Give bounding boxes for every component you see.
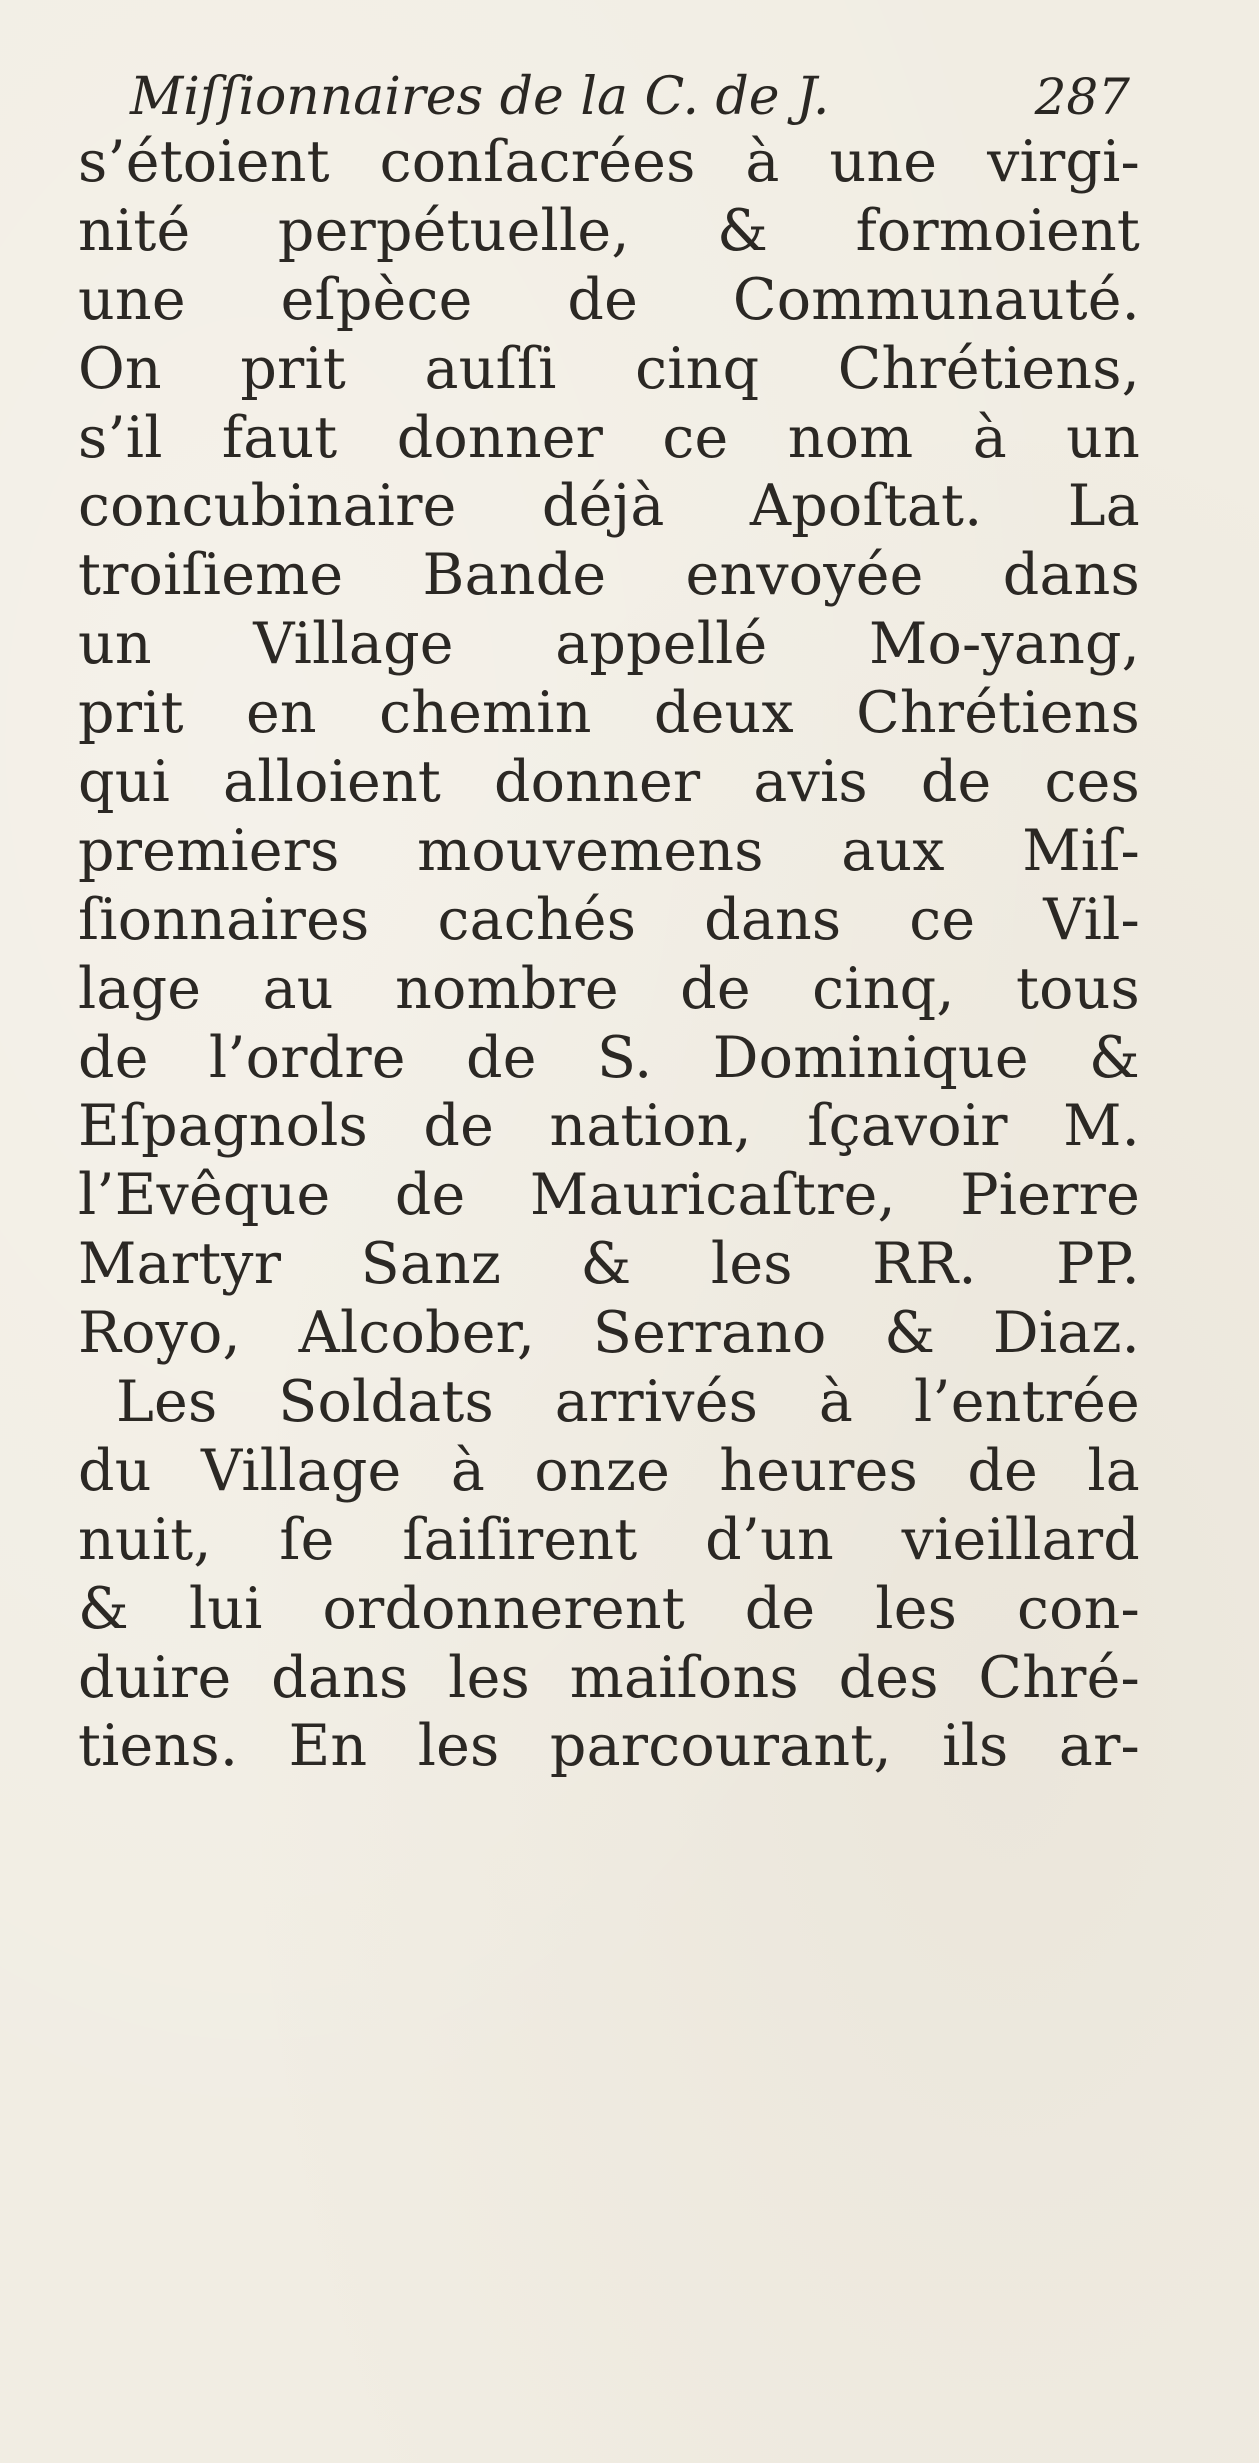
text-line: un Village appellé Mo-yang, (78, 611, 1140, 678)
text-line: s’étoient conſacrées à une virgi- (78, 129, 1140, 195)
text-line: nité perpétuelle, & formoient (78, 197, 1140, 264)
text-line: & lui ordonnerent de les con- (78, 1575, 1140, 1642)
text-line: l’Evêque de Mauricaſtre, Pierre (78, 1162, 1140, 1229)
text-line: qui alloient donner avis de ces (78, 749, 1140, 816)
text-line: Eſpagnols de nation, ſçavoir M. (78, 1093, 1140, 1160)
page-number: 287 (1034, 68, 1130, 126)
text-line: Martyr Sanz & les RR. PP. (78, 1231, 1140, 1298)
text-line: s’il faut donner ce nom à un (78, 404, 1140, 471)
text-line: ſionnaires cachés dans ce Vil- (78, 886, 1140, 953)
text-line: Royo, Alcober, Serrano & Diaz. (78, 1300, 1140, 1367)
text-line: tiens. En les parcourant, ils ar- (78, 1713, 1140, 1780)
text-line: de l’ordre de S. Dominique & (78, 1024, 1140, 1091)
text-line: duire dans les maiſons des Chré- (78, 1644, 1140, 1711)
text-line: du Village à onze heures de la (78, 1437, 1140, 1504)
text-line: Les Soldats arrivés à l’entrée (116, 1369, 1140, 1436)
text-line: nuit, ſe ſaiſirent d’un vieillard (78, 1506, 1140, 1573)
text-line: une eſpèce de Communauté. (78, 266, 1140, 333)
text-line: prit en chemin deux Chrétiens (78, 680, 1140, 747)
page-header (130, 62, 1130, 132)
body-text (78, 128, 1140, 1781)
text-line: troiſieme Bande envoyée dans (78, 542, 1140, 609)
running-title: Miſſionnaires de la C. de J. (130, 67, 830, 127)
text-line: premiers mouvemens aux Miſ- (78, 817, 1140, 884)
text-line: lage au nombre de cinq, tous (78, 955, 1140, 1022)
text-line: concubinaire déjà Apoſtat. La (78, 473, 1140, 540)
text-line: On prit auſſi cinq Chrétiens, (78, 335, 1140, 402)
